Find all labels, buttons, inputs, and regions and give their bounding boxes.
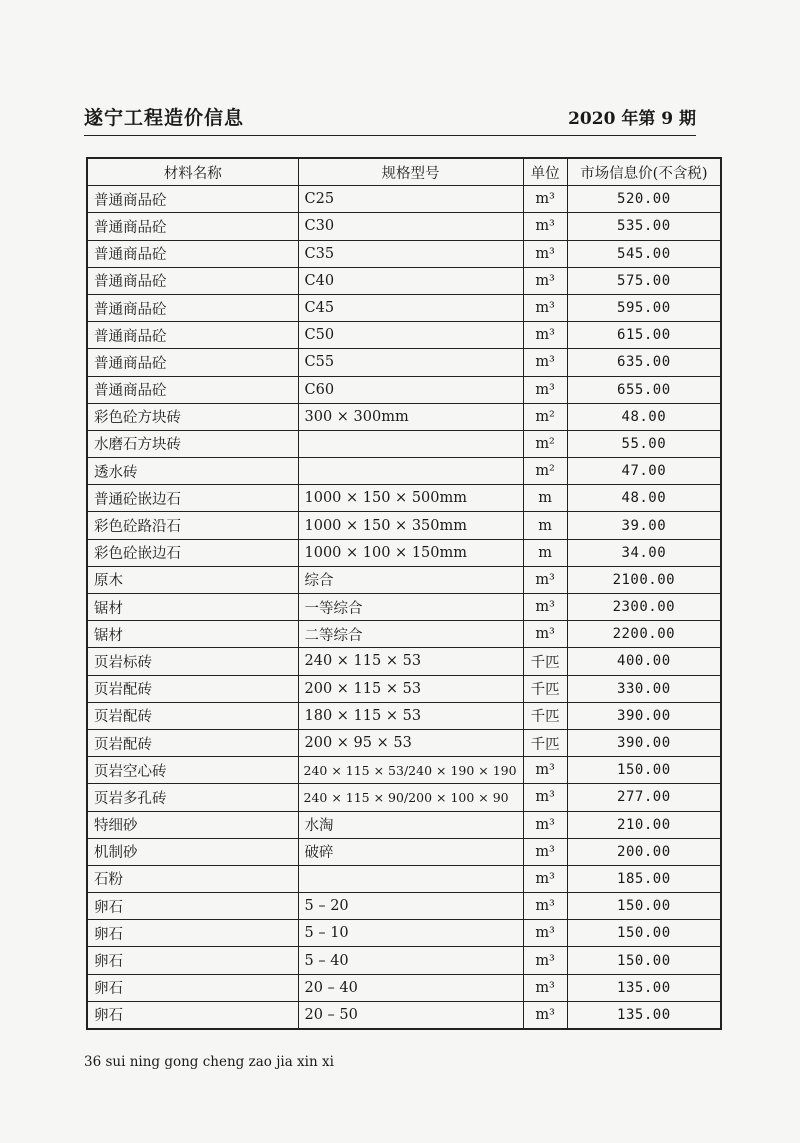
cell-name: 普通商品砼 (87, 186, 298, 213)
cell-price: 277.00 (567, 784, 721, 811)
cell-spec: 1000 × 150 × 350mm (298, 512, 523, 539)
cell-unit: m³ (523, 784, 567, 811)
cell-name: 特细砂 (87, 811, 298, 838)
cell-name: 彩色砼嵌边石 (87, 539, 298, 566)
cell-unit: m² (523, 403, 567, 430)
table-row (87, 186, 721, 213)
table-row (87, 947, 721, 974)
header-rule (84, 135, 696, 136)
table-row (87, 485, 721, 512)
cell-spec: 5 – 40 (298, 947, 523, 974)
cell-unit: m³ (523, 376, 567, 403)
table-row (87, 294, 721, 321)
cell-price: 47.00 (567, 458, 721, 485)
table-row (87, 865, 721, 892)
table-row (87, 621, 721, 648)
cell-unit: m² (523, 430, 567, 457)
cell-price: 400.00 (567, 648, 721, 675)
cell-spec: 20 – 50 (298, 1001, 523, 1029)
cell-name: 普通商品砼 (87, 376, 298, 403)
cell-spec (298, 430, 523, 457)
cell-name: 卵石 (87, 1001, 298, 1029)
table-row (87, 566, 721, 593)
cell-unit: 千匹 (523, 675, 567, 702)
cell-spec: 二等综合 (298, 621, 523, 648)
cell-spec: 综合 (298, 566, 523, 593)
column-header-name: 材料名称 (87, 158, 298, 186)
table-header-row (87, 158, 721, 186)
cell-spec: 240 × 115 × 90/200 × 100 × 90 (298, 784, 523, 811)
cell-unit: 千匹 (523, 702, 567, 729)
cell-name: 普通商品砼 (87, 240, 298, 267)
table-row (87, 729, 721, 756)
cell-name: 彩色砼路沿石 (87, 512, 298, 539)
cell-name: 彩色砼方块砖 (87, 403, 298, 430)
cell-spec: 1000 × 100 × 150mm (298, 539, 523, 566)
cell-unit: m³ (523, 322, 567, 349)
cell-spec: C25 (298, 186, 523, 213)
cell-spec: C35 (298, 240, 523, 267)
cell-spec: C60 (298, 376, 523, 403)
cell-spec (298, 458, 523, 485)
cell-unit: m³ (523, 594, 567, 621)
cell-unit: m³ (523, 1001, 567, 1029)
cell-spec: 240 × 115 × 53 (298, 648, 523, 675)
cell-price: 135.00 (567, 1001, 721, 1029)
cell-spec: 破碎 (298, 838, 523, 865)
table-row (87, 811, 721, 838)
cell-unit: m³ (523, 811, 567, 838)
table-row (87, 267, 721, 294)
table-row (87, 702, 721, 729)
cell-spec: C30 (298, 213, 523, 240)
table-row (87, 376, 721, 403)
page-footer: 36 sui ning gong cheng zao jia xin xi (84, 1054, 334, 1070)
cell-price: 330.00 (567, 675, 721, 702)
cell-spec: C55 (298, 349, 523, 376)
cell-price: 185.00 (567, 865, 721, 892)
cell-name: 页岩空心砖 (87, 757, 298, 784)
cell-spec: C50 (298, 322, 523, 349)
cell-spec: 5 – 20 (298, 893, 523, 920)
column-header-spec: 规格型号 (298, 158, 523, 186)
cell-unit: 千匹 (523, 648, 567, 675)
cell-spec: 水淘 (298, 811, 523, 838)
publication-title: 遂宁工程造价信息 (84, 107, 245, 129)
cell-price: 2200.00 (567, 621, 721, 648)
cell-name: 卵石 (87, 974, 298, 1001)
cell-name: 锯材 (87, 621, 298, 648)
cell-name: 页岩配砖 (87, 675, 298, 702)
cell-price: 655.00 (567, 376, 721, 403)
cell-spec: 5 – 10 (298, 920, 523, 947)
cell-name: 页岩配砖 (87, 702, 298, 729)
cell-name: 普通商品砼 (87, 322, 298, 349)
table-row (87, 757, 721, 784)
cell-price: 595.00 (567, 294, 721, 321)
cell-unit: m³ (523, 349, 567, 376)
cell-spec: C45 (298, 294, 523, 321)
cell-unit: m³ (523, 947, 567, 974)
table-row (87, 1001, 721, 1029)
table-row (87, 974, 721, 1001)
table-row (87, 512, 721, 539)
cell-unit: m² (523, 458, 567, 485)
cell-price: 150.00 (567, 920, 721, 947)
table-row (87, 648, 721, 675)
issue-number: 2020 年第 9 期 (568, 109, 696, 129)
cell-name: 锯材 (87, 594, 298, 621)
cell-price: 575.00 (567, 267, 721, 294)
cell-name: 卵石 (87, 920, 298, 947)
cell-price: 520.00 (567, 186, 721, 213)
cell-price: 55.00 (567, 430, 721, 457)
cell-unit: m³ (523, 920, 567, 947)
cell-name: 石粉 (87, 865, 298, 892)
table-row (87, 403, 721, 430)
table-row (87, 349, 721, 376)
cell-name: 原木 (87, 566, 298, 593)
cell-unit: m³ (523, 294, 567, 321)
cell-name: 普通砼嵌边石 (87, 485, 298, 512)
cell-price: 34.00 (567, 539, 721, 566)
table-row (87, 675, 721, 702)
table-body (87, 186, 721, 1029)
column-header-unit: 单位 (523, 158, 567, 186)
cell-unit: m³ (523, 893, 567, 920)
cell-price: 615.00 (567, 322, 721, 349)
price-table (86, 157, 722, 1030)
cell-price: 150.00 (567, 947, 721, 974)
cell-price: 150.00 (567, 893, 721, 920)
cell-name: 机制砂 (87, 838, 298, 865)
table-row (87, 594, 721, 621)
column-header-price: 市场信息价(不含税) (567, 158, 721, 186)
cell-price: 210.00 (567, 811, 721, 838)
cell-spec: 200 × 95 × 53 (298, 729, 523, 756)
table-row (87, 893, 721, 920)
table-row (87, 458, 721, 485)
cell-name: 透水砖 (87, 458, 298, 485)
cell-name: 卵石 (87, 947, 298, 974)
cell-name: 普通商品砼 (87, 349, 298, 376)
cell-unit: m³ (523, 213, 567, 240)
cell-unit: m³ (523, 240, 567, 267)
cell-unit: m³ (523, 974, 567, 1001)
table-row (87, 213, 721, 240)
cell-price: 135.00 (567, 974, 721, 1001)
cell-unit: m (523, 539, 567, 566)
cell-spec: 20 – 40 (298, 974, 523, 1001)
cell-price: 390.00 (567, 729, 721, 756)
cell-spec: 1000 × 150 × 500mm (298, 485, 523, 512)
cell-spec: C40 (298, 267, 523, 294)
table-row (87, 920, 721, 947)
cell-name: 卵石 (87, 893, 298, 920)
cell-name: 普通商品砼 (87, 267, 298, 294)
cell-price: 545.00 (567, 240, 721, 267)
cell-spec (298, 865, 523, 892)
cell-price: 635.00 (567, 349, 721, 376)
cell-spec: 一等综合 (298, 594, 523, 621)
cell-name: 页岩标砖 (87, 648, 298, 675)
cell-price: 39.00 (567, 512, 721, 539)
cell-unit: m (523, 485, 567, 512)
cell-unit: m³ (523, 566, 567, 593)
cell-spec: 240 × 115 × 53/240 × 190 × 190 (298, 757, 523, 784)
table-row (87, 430, 721, 457)
cell-unit: m³ (523, 757, 567, 784)
table-row (87, 322, 721, 349)
cell-price: 48.00 (567, 403, 721, 430)
page-header (84, 103, 696, 133)
cell-name: 页岩多孔砖 (87, 784, 298, 811)
cell-price: 2100.00 (567, 566, 721, 593)
cell-unit: m³ (523, 186, 567, 213)
cell-spec: 300 × 300mm (298, 403, 523, 430)
cell-unit: m³ (523, 865, 567, 892)
table-row (87, 539, 721, 566)
cell-unit: m (523, 512, 567, 539)
cell-price: 2300.00 (567, 594, 721, 621)
cell-unit: 千匹 (523, 729, 567, 756)
cell-price: 150.00 (567, 757, 721, 784)
cell-name: 页岩配砖 (87, 729, 298, 756)
table-row (87, 838, 721, 865)
cell-name: 水磨石方块砖 (87, 430, 298, 457)
table-row (87, 240, 721, 267)
cell-spec: 200 × 115 × 53 (298, 675, 523, 702)
cell-price: 535.00 (567, 213, 721, 240)
table-row (87, 784, 721, 811)
cell-unit: m³ (523, 838, 567, 865)
cell-name: 普通商品砼 (87, 294, 298, 321)
cell-name: 普通商品砼 (87, 213, 298, 240)
cell-price: 48.00 (567, 485, 721, 512)
cell-unit: m³ (523, 267, 567, 294)
cell-price: 390.00 (567, 702, 721, 729)
cell-spec: 180 × 115 × 53 (298, 702, 523, 729)
cell-unit: m³ (523, 621, 567, 648)
cell-price: 200.00 (567, 838, 721, 865)
